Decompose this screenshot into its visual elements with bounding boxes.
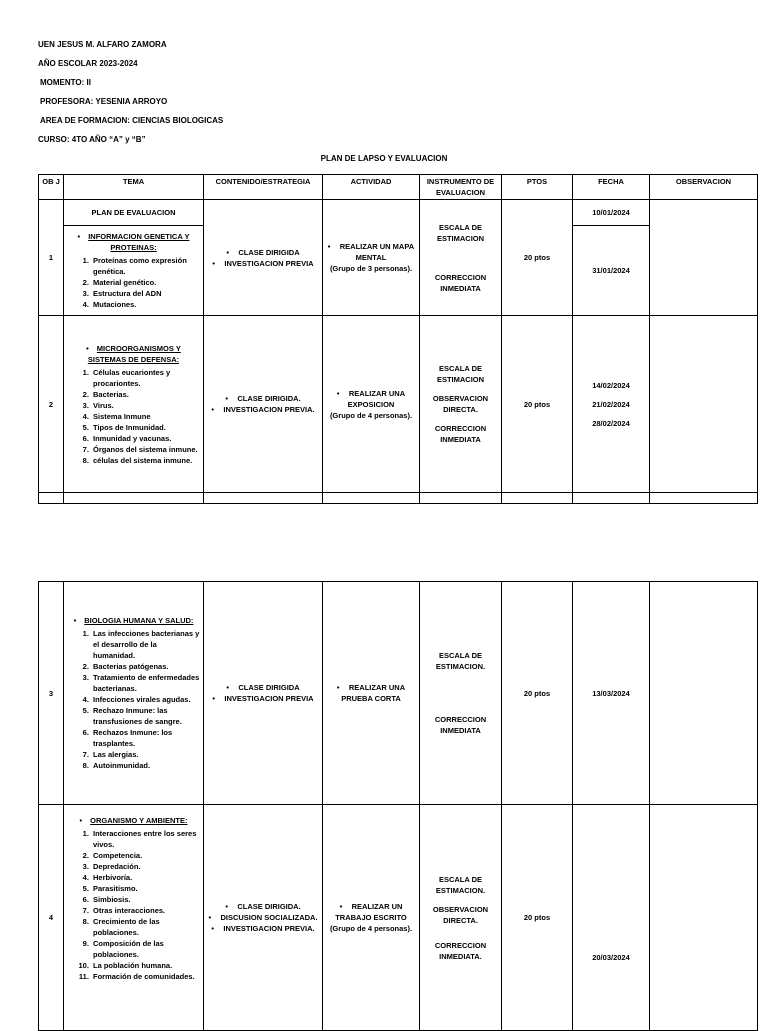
contenido-item: • INVESTIGACION PREVIA. xyxy=(207,404,319,415)
school-year: AÑO ESCOLAR 2023-2024 xyxy=(38,59,138,68)
tema-item: 4. Infecciones virales agudas. xyxy=(91,694,200,705)
tema-item: 3. Depredación. xyxy=(91,861,200,872)
fecha-cell: 13/03/2024 xyxy=(573,582,650,805)
fecha-cell: 20/03/2024 xyxy=(573,805,650,1031)
instrumento-cell xyxy=(420,805,502,1031)
school-name: UEN JESUS M. ALFARO ZAMORA xyxy=(38,40,167,49)
instrumento-text: ESCALA DE ESTIMACION. xyxy=(435,651,486,671)
table-row-empty xyxy=(39,493,758,504)
instrumento-text: ESCALA DE ESTIMACION xyxy=(436,364,485,384)
actividad-text: • REALIZAR UNA EXPOSICION xyxy=(326,388,416,410)
ptos-cell: 20 ptos xyxy=(502,582,573,805)
tema-item: 3. Estructura del ADN xyxy=(91,288,200,299)
tema-item: 2. Bacterias. xyxy=(91,389,200,400)
tema-item: 1. Interacciones entre los seres vivos. xyxy=(91,828,200,850)
observacion-cell xyxy=(650,316,758,493)
fecha-cell: 10/01/2024 xyxy=(573,200,650,226)
tema-item: 7. Órganos del sistema inmune. xyxy=(91,444,200,455)
tema-item: 7. Otras interacciones. xyxy=(91,905,200,916)
tema-title: BIOLOGIA HUMANA Y SALUD: xyxy=(84,616,194,625)
actividad-cell xyxy=(323,582,420,805)
tema-item: 2. Competencia. xyxy=(91,850,200,861)
col-instrumento: INSTRUMENTO DE EVALUACION xyxy=(420,175,502,200)
contenido-item: • CLASE DIRIGIDA. xyxy=(207,901,319,912)
col-ptos: PTOS xyxy=(502,175,573,200)
tema-cell: • ORGANISMO Y AMBIENTE: 1. Interacciones entre los seres vivos. 2. Competencia. 3. Depredación. 4. Herbivoría. 5. Parasitismo. 6. Simbiosis. 7. Otras interacciones. 8. Crecimiento de las poblaciones. 9. Composición de las poblaciones. 10. La población humana. 11. Formación de comunidades. xyxy=(64,805,204,1031)
fecha-text: 21/02/2024 xyxy=(592,399,630,409)
col-obj: OB J xyxy=(39,175,64,200)
tema-item: 3. Tratamiento de enfermedades bacterianas. xyxy=(91,672,200,694)
ptos-cell: 20 ptos xyxy=(502,316,573,493)
actividad-cell xyxy=(323,200,420,316)
tema-item: 5. Tipos de Inmunidad. xyxy=(91,422,200,433)
area: AREA DE FORMACION: CIENCIAS BIOLOGICAS xyxy=(40,116,224,125)
tema-item: 8. Autoinmunidad. xyxy=(91,760,200,771)
plan-label: PLAN DE EVALUACION xyxy=(64,200,204,226)
actividad-note: (Grupo de 3 personas). xyxy=(329,264,413,273)
obj-cell: 1 xyxy=(39,200,64,316)
instrumento-text: OBSERVACION DIRECTA. xyxy=(432,394,489,414)
actividad-note: (Grupo de 4 personas). xyxy=(329,410,413,420)
table-row xyxy=(39,316,758,493)
moment: MOMENTO: II xyxy=(40,78,91,87)
actividad-note: (Grupo de 4 personas). xyxy=(329,924,413,933)
obj-cell: 3 xyxy=(39,582,64,805)
fecha-text: 14/02/2024 xyxy=(592,380,630,390)
table-row xyxy=(39,582,758,805)
instrumento-text: ESCALA DE ESTIMACION xyxy=(436,222,485,243)
contenido-cell xyxy=(204,200,323,316)
tema-item: 3. Virus. xyxy=(91,400,200,411)
table-header-row xyxy=(39,175,758,200)
tema-item: 11. Formación de comunidades. xyxy=(91,971,200,982)
instrumento-text: CORRECCION INMEDIATA. xyxy=(434,940,487,961)
col-fecha: FECHA xyxy=(573,175,650,200)
contenido-item: • CLASE DIRIGIDA xyxy=(207,682,319,693)
table-row xyxy=(39,200,758,226)
fecha-text: 28/02/2024 xyxy=(592,418,630,428)
tema-title: ORGANISMO Y AMBIENTE: xyxy=(90,816,188,825)
obj-cell: 4 xyxy=(39,805,64,1031)
tema-item: 1. Células eucariontes y procariontes. xyxy=(91,367,200,389)
actividad-text: • REALIZAR UN MAPA MENTAL xyxy=(326,241,416,263)
tema-item: 7. Las alergias. xyxy=(91,749,200,760)
instrumento-cell xyxy=(420,316,502,493)
tema-item: 6. Inmunidad y vacunas. xyxy=(91,433,200,444)
col-actividad: ACTIVIDAD xyxy=(323,175,420,200)
tema-item: 4. Mutaciones. xyxy=(91,299,200,310)
contenido-cell xyxy=(204,805,323,1031)
tema-cell: • BIOLOGIA HUMANA Y SALUD: 1. Las infecciones bacterianas y el desarrollo de la humanidad. 2. Bacterias patógenas. 3. Tratamiento de enfermedades bacterianas. 4. Infecciones virales agudas. 5. Rechazo Inmune: las transfusiones de sangre. 6. Rechazos Inmune: los trasplantes. 7. Las alergias. 8. Autoinmunidad. xyxy=(64,582,204,805)
col-contenido: CONTENIDO/ESTRATEGIA xyxy=(204,175,323,200)
table-row xyxy=(39,805,758,1031)
tema-item: 9. Composición de las poblaciones. xyxy=(91,938,200,960)
observacion-cell xyxy=(650,200,758,316)
observacion-cell xyxy=(650,805,758,1031)
instrumento-text: CORRECCION INMEDIATA xyxy=(434,272,487,293)
contenido-item: • DISCUSION SOCIALIZADA. xyxy=(207,912,319,923)
tema-item: 10. La población humana. xyxy=(91,960,200,971)
evaluation-table-continued xyxy=(38,581,758,1031)
col-tema: TEMA xyxy=(64,175,204,200)
tema-title: MICROORGANISMOS Y SISTEMAS DE DEFENSA: xyxy=(87,343,181,364)
col-observacion: OBSERVACION xyxy=(650,175,758,200)
tema-item: 8. células del sistema inmune. xyxy=(91,455,200,466)
obj-cell: 2 xyxy=(39,316,64,493)
contenido-item: • INVESTIGACION PREVIA xyxy=(207,258,319,269)
tema-item: 4. Sistema Inmune xyxy=(91,411,200,422)
tema-title: INFORMACION GENETICA Y PROTEINAS: xyxy=(88,232,190,252)
tema-item: 8. Crecimiento de las poblaciones. xyxy=(91,916,200,938)
evaluation-table xyxy=(38,174,758,504)
instrumento-text: ESCALA DE ESTIMACION. xyxy=(435,874,486,895)
instrumento-cell xyxy=(420,200,502,316)
instrumento-cell xyxy=(420,582,502,805)
contenido-item: • INVESTIGACION PREVIA xyxy=(207,693,319,704)
instrumento-text: CORRECCION INMEDIATA xyxy=(434,715,487,735)
ptos-cell: 20 ptos xyxy=(502,805,573,1031)
fecha-cell: 31/01/2024 xyxy=(573,226,650,316)
contenido-item: • CLASE DIRIGIDA. xyxy=(207,393,319,404)
tema-item: 6. Rechazos Inmune: los trasplantes. xyxy=(91,727,200,749)
contenido-item: • CLASE DIRIGIDA xyxy=(207,247,319,258)
page-title: PLAN DE LAPSO Y EVALUACION xyxy=(320,154,448,163)
actividad-cell xyxy=(323,805,420,1031)
teacher: PROFESORA: YESENIA ARROYO xyxy=(40,97,168,106)
instrumento-text: CORRECCION INMEDIATA xyxy=(434,424,487,444)
tema-cell: • INFORMACION GENETICA Y PROTEINAS: 1. Proteínas como expresión genética. 2. Material genético. 3. Estructura del ADN 4. Mutaciones. xyxy=(64,226,204,316)
contenido-item: • INVESTIGACION PREVIA. xyxy=(207,923,319,934)
tema-item: 1. Las infecciones bacterianas y el desarrollo de la humanidad. xyxy=(91,628,200,661)
tema-item: 4. Herbivoría. xyxy=(91,872,200,883)
instrumento-text: OBSERVACION DIRECTA. xyxy=(432,904,489,925)
actividad-cell xyxy=(323,316,420,493)
actividad-text: • REALIZAR UN TRABAJO ESCRITO xyxy=(326,901,416,923)
tema-item: 1. Proteínas como expresión genética. xyxy=(91,255,200,277)
tema-cell: • MICROORGANISMOS Y SISTEMAS DE DEFENSA: 1. Células eucariontes y procariontes. 2. Bacterias. 3. Virus. 4. Sistema Inmune 5. Tipos de Inmunidad. 6. Inmunidad y vacunas. 7. Órganos del sistema inmune. 8. células del sistema inmune. xyxy=(64,316,204,493)
fecha-cell xyxy=(573,316,650,493)
course: CURSO: 4TO AÑO “A” y “B” xyxy=(38,135,146,144)
observacion-cell xyxy=(650,582,758,805)
tema-item: 6. Simbiosis. xyxy=(91,894,200,905)
tema-item: 5. Parasitismo. xyxy=(91,883,200,894)
contenido-cell xyxy=(204,316,323,493)
tema-item: 2. Bacterias patógenas. xyxy=(91,661,200,672)
contenido-cell xyxy=(204,582,323,805)
tema-item: 5. Rechazo Inmune: las transfusiones de sangre. xyxy=(91,705,200,727)
tema-item: 2. Material genético. xyxy=(91,277,200,288)
actividad-text: • REALIZAR UNA PRUEBA CORTA xyxy=(326,682,416,704)
ptos-cell: 20 ptos xyxy=(502,200,573,316)
